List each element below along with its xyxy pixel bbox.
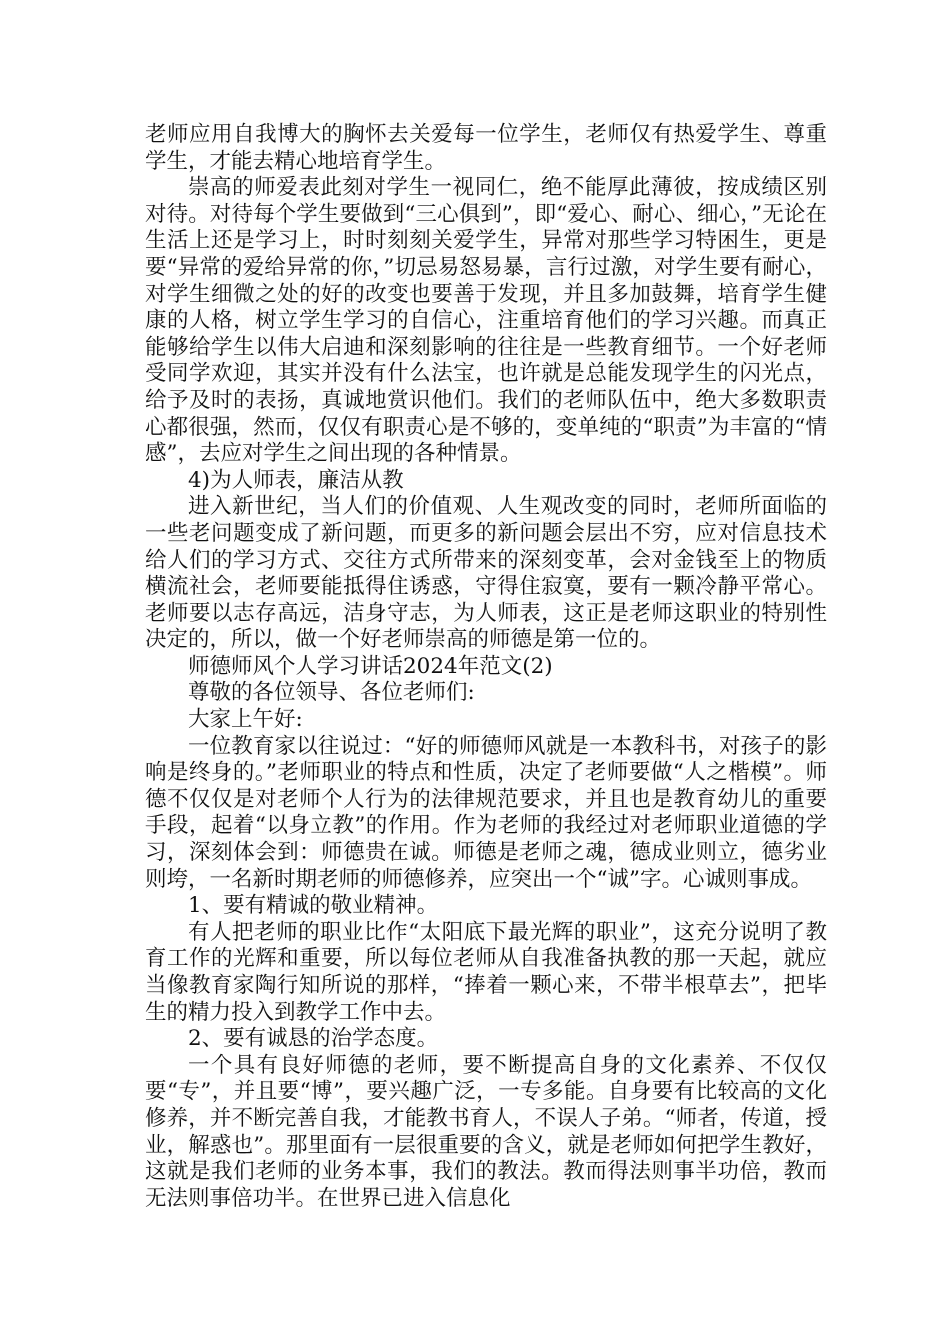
document-body <box>145 122 827 1212</box>
greeting: 大家上午好: <box>188 707 303 733</box>
section-heading: 2、要有诚恳的治学态度。 <box>188 1026 439 1052</box>
paragraph: 进入新世纪，当人们的价值观、人生观改变的同时，老师所面临的一些老问题变成了新问题，而更多的新问题会层出不穷，应对信息技术给人们的学习方式、交往方式所带来的深刻变革，会对金钱至上的物质横流社会，老师要能抵得住诱惑，守得住寂寞，要有一颗冷静平常心。老师要以志存高远，洁身守志，为人师表，这正是老师这职业的特别性决定的，所以，做一个好老师崇高的师德是第一位的。 <box>145 494 827 653</box>
section-heading: 4)为人师表，廉洁从教 <box>188 467 404 493</box>
paragraph: 一位教育家以往说过：“好的师德师风就是一本教科书，对孩子的影响是终身的。”老师职业的特点和性质，决定了老师要做“人之楷模”。师德不仅仅是对老师个人行为的法律规范要求，并且也是教育幼儿的重要手段，起着“以身立教”的作用。作为老师的我经过对老师职业道德的学习，深刻体会到：师德贵在诚。师德是老师之魂，德成业则立，德劣业则垮，一名新时期老师的师德修养，应突出一个“诚”字。心诚则事成。 <box>145 733 827 892</box>
paragraph: 一个具有良好师德的老师，要不断提高自身的文化素养、不仅仅要“专”，并且要“博”，要兴趣广泛，一专多能。自身要有比较高的文化修养，并不断完善自我，才能教书育人，不误人子弟。“师者，传道，授业，解惑也”。那里面有一层很重要的含义，就是老师如何把学生教好，这就是我们老师的业务本事，我们的教法。教而得法则事半功倍，教而无法则事倍功半。在世界已进入信息化 <box>145 1052 827 1211</box>
paragraph: 崇高的师爱表此刻对学生一视同仁，绝不能厚此薄彼，按成绩区别对待。对待每个学生要做到“三心俱到”，即“爱心、耐心、细心，”无论在生活上还是学习上，时时刻刻关爱学生，异常对那些学习特困生，更是要“异常的爱给异常的你，”切忌易怒易暴，言行过激，对学生要有耐心，对学生细微之处的好的改变也要善于发现，并且多加鼓舞，培育学生健康的人格，树立学生学习的自信心，注重培育他们的学习兴趣。而真正能够给学生以伟大启迪和深刻影响的往往是一些教育细节。一个好老师受同学欢迎，其实并没有什么法宝，也许就是总能发现学生的闪光点，给予及时的表扬，真诚地赏识他们。我们的老师队伍中，绝大多数职责心都很强，然而，仅仅有职责心是不够的，变单纯的“职责”为丰富的“情感”，去应对学生之间出现的各种情景。 <box>145 175 827 467</box>
salutation: 尊敬的各位领导、各位老师们: <box>188 680 475 706</box>
section-heading: 1、要有精诚的敬业精神。 <box>188 893 439 919</box>
document-title: 师德师风个人学习讲话2024年范文(2) <box>188 653 553 679</box>
paragraph: 有人把老师的职业比作“太阳底下最光辉的职业”，这充分说明了教育工作的光辉和重要，所以每位老师从自我准备执教的那一天起，就应当像教育家陶行知所说的那样，“捧着一颗心来，不带半根草去”，把毕生的精力投入到教学工作中去。 <box>145 919 827 1025</box>
paragraph: 老师应用自我博大的胸怀去关爱每一位学生，老师仅有热爱学生、尊重学生，才能去精心地培育学生。 <box>145 122 827 174</box>
